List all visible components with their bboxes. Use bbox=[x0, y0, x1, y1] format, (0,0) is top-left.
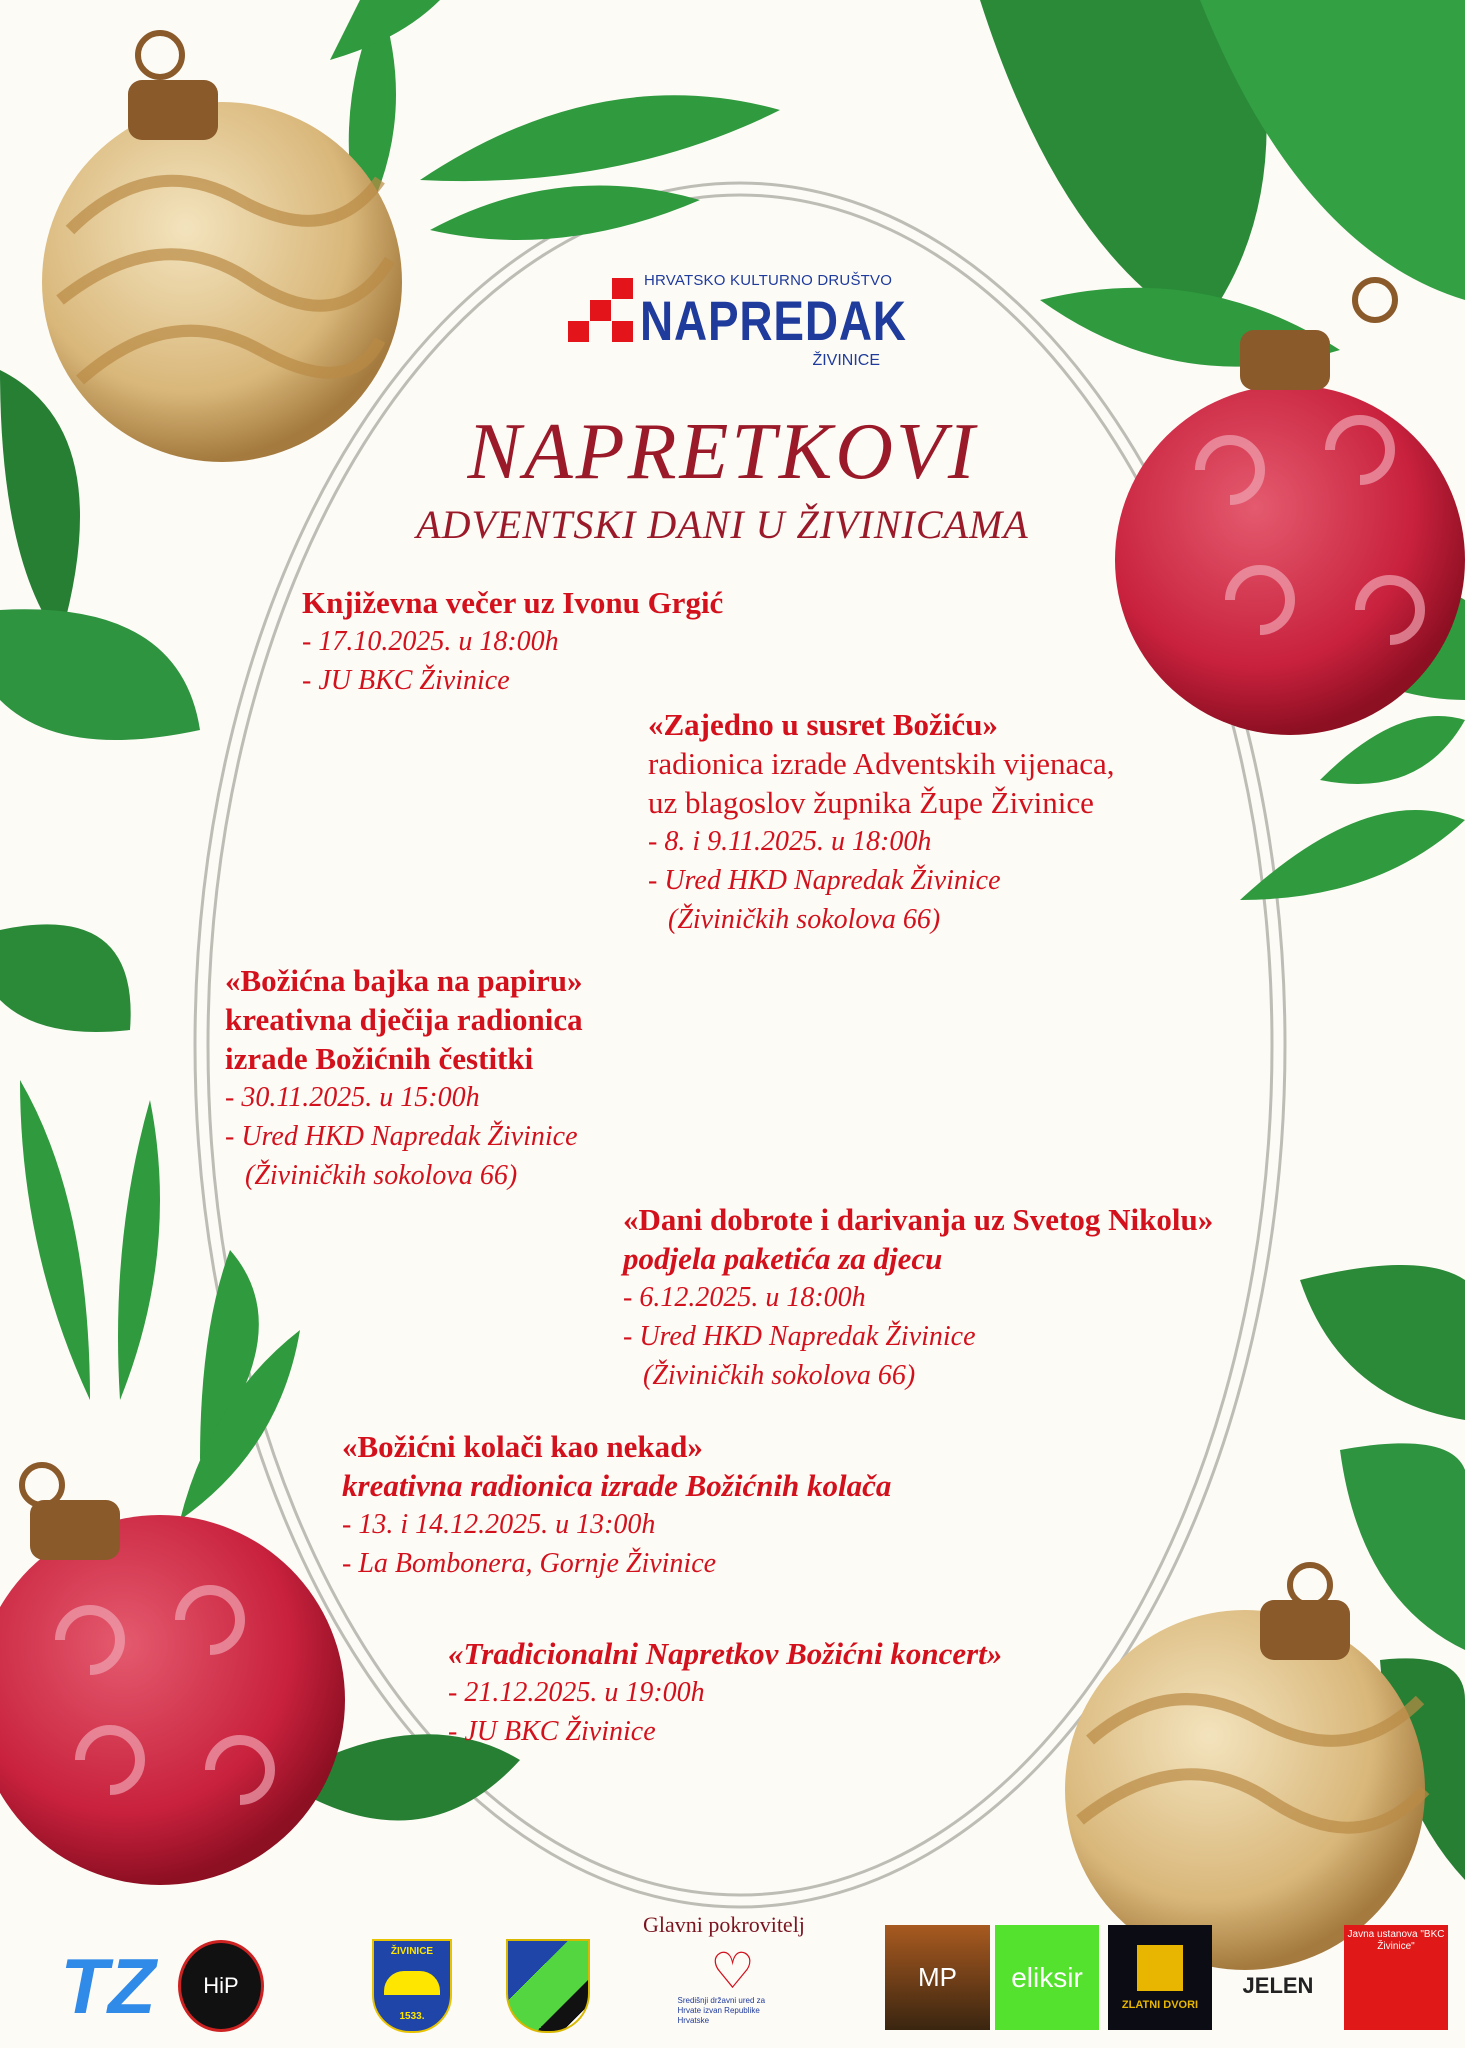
ornament-gold-bottom-right bbox=[1065, 1565, 1425, 1970]
event-detail: - 21.12.2025. u 19:00h bbox=[448, 1677, 705, 1708]
event-2 bbox=[648, 705, 1115, 939]
event-detail: radionica izrade Adventskih vijenaca, bbox=[648, 746, 1115, 781]
event-detail: kreativna dječija radionica bbox=[225, 1002, 583, 1037]
mp-logo bbox=[885, 1925, 990, 2030]
heart-icon: ♡ bbox=[710, 1943, 755, 1999]
logo-text: Javna ustanova "BKC Živinice" bbox=[1347, 1929, 1445, 1952]
event-detail: (Živiničkih sokolova 66) bbox=[245, 1160, 518, 1191]
event-title: Književna večer uz Ivonu Grgić bbox=[302, 585, 724, 620]
event-title: «Dani dobrote i darivanja uz Svetog Nikolu» bbox=[623, 1202, 1214, 1237]
event-detail: kreativna radionica izrade Božićnih kolača bbox=[342, 1468, 892, 1503]
logo-square bbox=[612, 321, 633, 342]
zlatni-dvori-logo bbox=[1108, 1925, 1212, 2030]
event-6 bbox=[448, 1634, 1002, 1751]
page-subtitle: ADVENTSKI DANI U ŽIVINICAMA bbox=[416, 502, 1029, 547]
event-detail: - 13. i 14.12.2025. u 13:00h bbox=[342, 1509, 656, 1540]
event-title: «Zajedno u susret Božiću» bbox=[648, 707, 998, 742]
event-detail: - 17.10.2025. u 18:00h bbox=[302, 626, 559, 657]
ornament-gold-top-left bbox=[42, 33, 402, 462]
event-detail: (Živiničkih sokolova 66) bbox=[643, 1360, 916, 1391]
sponsor-name: Središnji državni ured za Hrvate izvan Republike Hrvatske bbox=[677, 1996, 766, 2025]
event-detail: izrade Božićnih čestitki bbox=[225, 1041, 534, 1076]
logo-text: HiP bbox=[178, 1940, 264, 2032]
event-detail: uz blagoslov župnika Župe Živinice bbox=[648, 785, 1094, 820]
event-1 bbox=[302, 583, 723, 700]
bkc-logo bbox=[1344, 1925, 1448, 2030]
ornament-red-bottom-left bbox=[0, 1465, 345, 1885]
event-detail: - Ured HKD Napredak Živinice bbox=[648, 865, 1001, 896]
event-detail: - La Bombonera, Gornje Živinice bbox=[342, 1548, 717, 1579]
event-detail: - JU BKC Živinice bbox=[302, 665, 510, 696]
event-3 bbox=[225, 961, 583, 1195]
event-detail: podjela paketića za djecu bbox=[623, 1241, 943, 1276]
jelen-logo bbox=[1228, 1940, 1328, 2032]
event-title: «Božićni kolači kao nekad» bbox=[342, 1429, 703, 1464]
tz-logo bbox=[52, 1940, 164, 2032]
eliksir-logo bbox=[995, 1925, 1099, 2030]
zivinice-coat-of-arms bbox=[372, 1940, 452, 2032]
main-sponsor-label: Glavni pokrovitelj bbox=[643, 1912, 805, 1937]
event-detail: - 30.11.2025. u 15:00h bbox=[225, 1082, 480, 1113]
event-detail: - Ured HKD Napredak Živinice bbox=[225, 1121, 578, 1152]
org-full-name: HRVATSKO KULTURNO DRUŠTVO bbox=[644, 272, 893, 289]
logo-year: 1533. bbox=[399, 2011, 425, 2022]
event-4 bbox=[623, 1200, 1213, 1395]
sponsor-logo bbox=[660, 1940, 805, 2032]
event-detail: - Ured HKD Napredak Živinice bbox=[623, 1321, 976, 1352]
page-title: NAPRETKOVI bbox=[467, 408, 978, 496]
org-name: NAPREDAK bbox=[640, 289, 907, 352]
event-title: «Božićna bajka na papiru» bbox=[225, 963, 583, 998]
logo-text: eliksir bbox=[1011, 1961, 1083, 1993]
logo-square bbox=[590, 300, 611, 321]
event-detail: - JU BKC Živinice bbox=[448, 1716, 656, 1747]
event-detail: - 8. i 9.11.2025. u 18:00h bbox=[648, 826, 932, 857]
canton-coat-of-arms bbox=[505, 1940, 590, 2032]
castle-icon bbox=[1137, 1945, 1183, 1991]
logo-text: TZ bbox=[60, 1942, 156, 2030]
logo-text: JELEN bbox=[1242, 1973, 1314, 1998]
event-detail: - 6.12.2025. u 18:00h bbox=[623, 1282, 866, 1313]
hip-logo bbox=[176, 1940, 266, 2032]
logo-square bbox=[568, 321, 589, 342]
logo-text: ZLATNI DVORI bbox=[1121, 1998, 1199, 2011]
logo-square bbox=[612, 278, 633, 299]
event-5 bbox=[342, 1427, 891, 1583]
event-detail: (Živiničkih sokolova 66) bbox=[668, 904, 941, 935]
logo-text: MP bbox=[918, 1962, 957, 1992]
event-title: «Tradicionalni Napretkov Božićni koncert» bbox=[448, 1636, 1003, 1671]
org-city: ŽIVINICE bbox=[812, 352, 880, 369]
logo-text: ŽIVINICE bbox=[390, 1946, 434, 1957]
